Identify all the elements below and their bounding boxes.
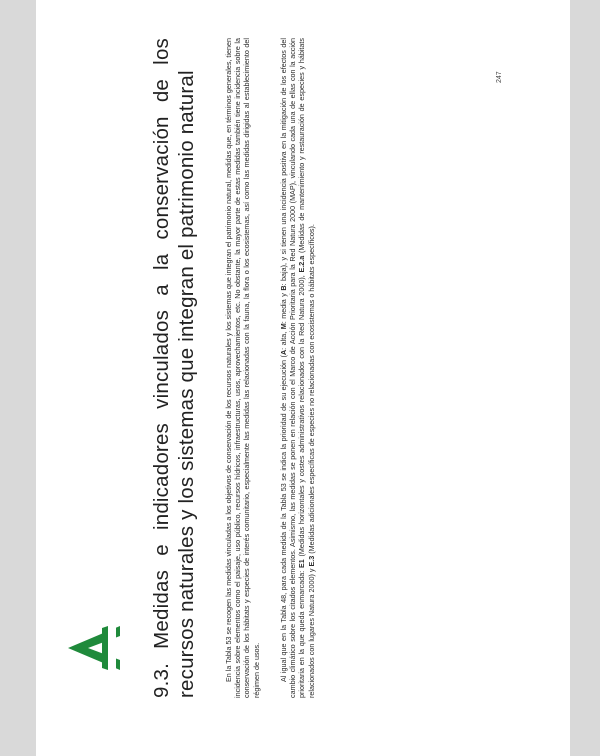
action-e1: E1	[297, 559, 307, 569]
paragraph-1: En la Tabla 53 se recogen las medidas vinculadas a los objetivos de conservación de los recursos naturales y los sistemas que integran el patrimonio natural, medidas que, en términos generales, tienen incidencia sobre elementos como el paisaje, uso público, recursos hídricos, infraestructuras, usos, aprovechamientos, etc. No obstante, la mayor parte de estas medidas también tiene incidencia sobre la conservación de los hábitats y especies de interés comunitario, especialmente las medidas las relacionadas con la fauna, la flora o los ecosistemas, así como las medidas dirigidas al establecimiento del régimen de usos.	[224, 38, 261, 698]
priority-b: B	[279, 285, 288, 291]
priority-m: M	[279, 323, 288, 330]
action-e3: E.3	[306, 555, 316, 567]
paragraph-2-text: Al igual que en la Tabla 48, para cada medida de la Tabla 53 se indica la prioridad de su ejecución (	[279, 355, 288, 682]
junta-de-andalucia-logo-icon	[64, 618, 124, 678]
action-e2a: E.2.a	[297, 255, 307, 273]
document-page	[36, 0, 570, 756]
paragraph-2-text: (Medidas de mantenimiento y restauración de especies y hábitats relacionados con lugares Natura 2000) y	[297, 37, 316, 698]
page-number: 247	[496, 71, 503, 83]
paragraph-2-text: : baja), y si tienen una incidencia positiva en la mitigación de los efectos del cambio climático sobre los citados elementos. Asimismo, las medidas se ponen en relación con el Marco de Acción Prioritaria para la Red Natura 2000 (MAP), vinculando cada una de ellas con la acción prioritaria en la que queda enmarcada:	[279, 38, 307, 698]
page-content	[36, 0, 570, 756]
paragraph-2-text: : media y	[279, 290, 288, 324]
section-heading: 9.3. Medidas e indicadores vinculados a la conservación de los recursos naturales y los sistemas que integran el patrimonio natural	[150, 38, 198, 698]
paragraph-2	[279, 38, 316, 698]
paragraph-2-text: (Medidas horizontales y costes administrativos relacionados con la Red Natura 2000),	[297, 272, 307, 560]
paragraph-2-text: (Medidas adicionales específicas de especies no relacionadas con ecosistemas o hábitats específicos).	[306, 224, 316, 556]
priority-a: A	[279, 349, 288, 356]
paragraph-2-text: : alta,	[279, 329, 288, 350]
